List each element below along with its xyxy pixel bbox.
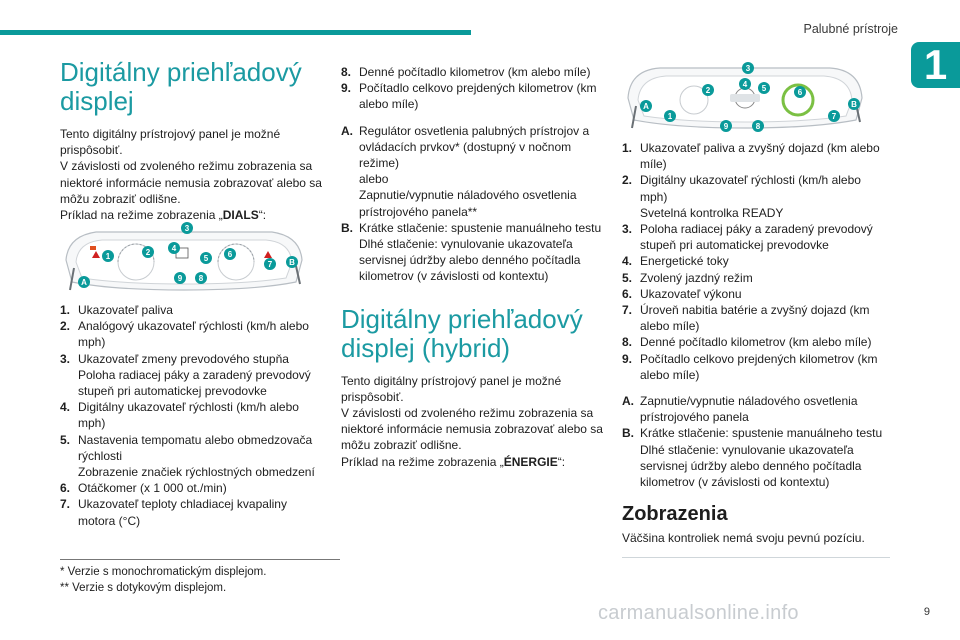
list-item: 6. Otáčkomer (x 1 000 ot./min) [60, 481, 227, 496]
list-item: B. Krátke stlačenie: spustenie manuálneho testu Dlhé stlačenie: vynulovanie ukazovateľa servisnej údržby alebo denného počítadla kilometrov (v závislosti od kontextu) [622, 426, 883, 490]
list-item: 4. Energetické toky [622, 254, 729, 269]
callout-B [848, 98, 860, 110]
callout-3 [742, 62, 754, 74]
callout-2 [142, 246, 154, 258]
svg-text:5: 5 [203, 254, 209, 263]
dials-legend-list [60, 302, 322, 529]
list-item: 5. Zvolený jazdný režim [622, 270, 753, 285]
callout-2 [702, 84, 714, 96]
intro-text-2: V závislosti od zvoleného režimu zobrazenia sa niektoré informácie nemusia zobrazovať alebo sa môžu zobraziť odlišne. [341, 406, 603, 453]
callout-5 [758, 82, 770, 94]
section-heading-displays: Zobrazenia [622, 503, 728, 526]
list-item: 1. Ukazovateľ paliva [60, 303, 173, 317]
dials-legend-list-cont [341, 64, 605, 113]
list-item: 2. Analógový ukazovateľ rýchlosti (km/h alebo mph) [60, 319, 309, 350]
callout-9 [174, 272, 186, 284]
hybrid-legend-list [622, 140, 890, 383]
svg-text:A: A [643, 102, 649, 111]
footnote-1: * Verzie s monochromatickým displejom. [60, 566, 267, 578]
section-title: Palubné prístroje [803, 22, 898, 36]
svg-text:A: A [81, 278, 87, 287]
svg-text:1: 1 [105, 252, 111, 261]
callout-1 [664, 110, 676, 122]
section-heading-hybrid: Digitálny priehľadový displej (hybrid) [341, 303, 583, 363]
hybrid-letter-list [622, 393, 890, 490]
list-item: 9. Počítadlo celkovo prejdených kilometrov (km alebo míle) [341, 81, 597, 112]
list-item: 3. Poloha radiacej páky a zaradený prevodový stupeň pri automatickej prevodovke [622, 222, 873, 253]
list-item: A. Zapnutie/vypnutie náladového osvetlenia prístrojového panela [622, 394, 858, 425]
watermark: carmanualsonline.info [598, 602, 799, 624]
svg-text:7: 7 [831, 112, 837, 121]
callout-B [286, 256, 298, 268]
callout-3 [181, 222, 193, 234]
svg-text:2: 2 [145, 248, 151, 257]
callout-6 [794, 86, 806, 98]
callout-6 [224, 248, 236, 260]
callout-A [640, 100, 652, 112]
list-item: 7. Úroveň nabitia batérie a zvyšný dojazd (km alebo míle) [622, 303, 870, 334]
page-number: 9 [923, 606, 930, 618]
intro-text: Tento digitálny prístrojový panel je možné prispôsobiť. [341, 373, 562, 404]
svg-text:6: 6 [227, 250, 233, 259]
svg-text:2: 2 [705, 86, 711, 95]
section-heading-dials: Digitálny priehľadový displej [60, 57, 302, 116]
callout-A [78, 276, 90, 288]
list-item: 8. Denné počítadlo kilometrov (km alebo míle) [622, 335, 872, 350]
list-item: 1. Ukazovateľ paliva a zvyšný dojazd (km alebo míle) [622, 141, 880, 172]
header-accent-bar [0, 30, 471, 35]
svg-text:4: 4 [742, 80, 748, 89]
callout-4 [168, 242, 180, 254]
svg-text:B: B [851, 100, 857, 109]
column-1-legend [60, 302, 322, 529]
svg-text:8: 8 [198, 274, 204, 283]
callout-5 [200, 252, 212, 264]
column-2 [341, 64, 605, 470]
column-3 [622, 140, 890, 547]
dials-cluster-illustration [56, 218, 312, 298]
list-item: 3. Ukazovateľ zmeny prevodového stupňa Poloha radiacej páky a zaradený prevodový stupeň pri automatickej prevodovke [60, 351, 311, 399]
column-3-divider [622, 557, 890, 558]
intro-text-2: V závislosti od zvoleného režimu zobrazenia sa niektoré informácie nemusia zobrazovať alebo sa môžu zobraziť odlišne. [60, 159, 322, 206]
list-item: 4. Digitálny ukazovateľ rýchlosti (km/h alebo mph) [60, 400, 299, 431]
example-line: Príklad na režime zobrazenia „DIALS“: [60, 208, 267, 223]
footnote-2: ** Verzie s dotykovým displejom. [60, 582, 227, 594]
footnote-divider [60, 559, 340, 560]
column-1-intro [60, 58, 322, 223]
hybrid-cluster-illustration [618, 58, 872, 136]
intro-text: Tento digitálny prístrojový panel je možné prispôsobiť. [60, 127, 281, 158]
list-item: 8. Denné počítadlo kilometrov (km alebo míle) [341, 65, 591, 79]
svg-text:5: 5 [761, 84, 767, 93]
callout-9 [720, 120, 732, 132]
callout-7 [264, 258, 276, 270]
callout-8 [752, 120, 764, 132]
svg-text:8: 8 [755, 122, 761, 131]
list-item: 5. Nastavenia tempomatu alebo obmedzovača rýchlosti Zobrazenie značiek rýchlostných obmedzení [60, 432, 315, 480]
list-item: 7. Ukazovateľ teploty chladiacej kvapaliny motora (°C) [60, 497, 287, 528]
svg-text:6: 6 [797, 88, 803, 97]
svg-text:4: 4 [171, 244, 177, 253]
svg-text:9: 9 [177, 274, 183, 283]
list-item: 2. Digitálny ukazovateľ rýchlosti (km/h alebo mph) Svetelná kontrolka READY [622, 173, 861, 220]
callout-8 [195, 272, 207, 284]
svg-text:9: 9 [723, 122, 729, 131]
callout-7 [828, 110, 840, 122]
list-item: 6. Ukazovateľ výkonu [622, 286, 742, 301]
list-item: A. Regulátor osvetlenia palubných prístrojov a ovládacích prvkov* (dostupný v nočnom režime) alebo Zapnutie/vypnutie náladového osvetlenia prístrojového panela** [341, 123, 590, 219]
svg-text:3: 3 [745, 64, 751, 73]
displays-text: Väčšina kontroliek nemá svoju pevnú pozíciu. [622, 531, 865, 546]
svg-text:B: B [289, 258, 295, 267]
svg-text:7: 7 [267, 260, 273, 269]
example-line: Príklad na režime zobrazenia „ÉNERGIE“: [341, 454, 566, 469]
svg-text:3: 3 [184, 224, 190, 233]
svg-text:1: 1 [667, 112, 673, 121]
callout-4 [739, 78, 751, 90]
list-item: 9. Počítadlo celkovo prejdených kilometrov (km alebo míle) [622, 351, 878, 382]
callout-1 [102, 250, 114, 262]
dials-letter-list [341, 123, 605, 285]
list-item: B. Krátke stlačenie: spustenie manuálneho testu Dlhé stlačenie: vynulovanie ukazovateľa servisnej údržby alebo denného počítadla kilometrov (v závislosti od kontextu) [341, 220, 602, 284]
chapter-number: 1 [923, 41, 948, 88]
